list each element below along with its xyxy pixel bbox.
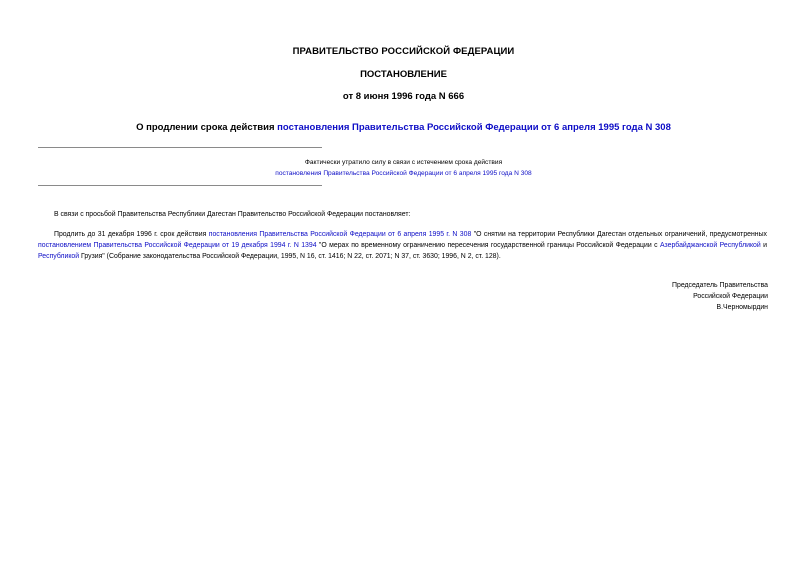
document-subject [0,122,807,133]
republic-link[interactable]: Республикой [38,253,80,260]
document-type: ПОСТАНОВЛЕНИЕ [360,69,447,80]
status-note-link[interactable]: постановления Правительства Российской Федерации от 6 апреля 1995 года N 308 [275,170,532,177]
status-note-text: Фактически утратило силу в связи с истечением срока действия [304,159,503,166]
note-top-divider [38,147,322,148]
signatory-name: В.Черномырдин [716,304,768,311]
signatory-title: Председатель Правительства [672,282,768,289]
status-note-link-line [0,170,807,177]
subject-link[interactable]: постановления Правительства Российской Федерации от 6 апреля 1995 года N 308 [277,122,671,133]
resolution-text-2: "О снятии на территории Республики Дагестан отдельных ограничений, предусмотренных [471,231,767,238]
document-date-number: от 8 июня 1996 года N 666 [342,91,465,102]
azerbaijan-link[interactable]: Азербайджанской Республикой [659,242,761,249]
signatory-organization: Российской Федерации [693,293,768,300]
issuing-authority: ПРАВИТЕЛЬСТВО РОССИЙСКОЙ ФЕДЕРАЦИИ [292,46,515,57]
resolution-text-4: и [760,242,767,249]
decree-308-link[interactable]: постановления Правительства Российской Федерации от 6 апреля 1995 г. N 308 [208,231,472,238]
resolution-text-5: Грузия" (Собрание законодательства Российской Федерации, 1995, N 16, ст. 1416; N 22, ст. 2071; N 37, ст. 3630; 1996, N 2, ст. 128). [79,253,501,260]
preamble-paragraph: В связи с просьбой Правительства Республики Дагестан Правительство Российской Федерации постановляет: [54,211,411,218]
note-bottom-divider [38,185,322,186]
resolution-text-1: Продлить до 31 декабря 1996 г. срок действия [54,231,209,238]
resolution-paragraph [38,229,767,262]
resolution-text-3: "О мерах по временному ограничению пересечения государственной границы Российской Федерации с [316,242,660,249]
decree-1394-link[interactable]: постановлением Правительства Российской Федерации от 19 декабря 1994 г. N 1394 [38,242,317,249]
subject-text: О продлении срока действия [136,122,278,133]
